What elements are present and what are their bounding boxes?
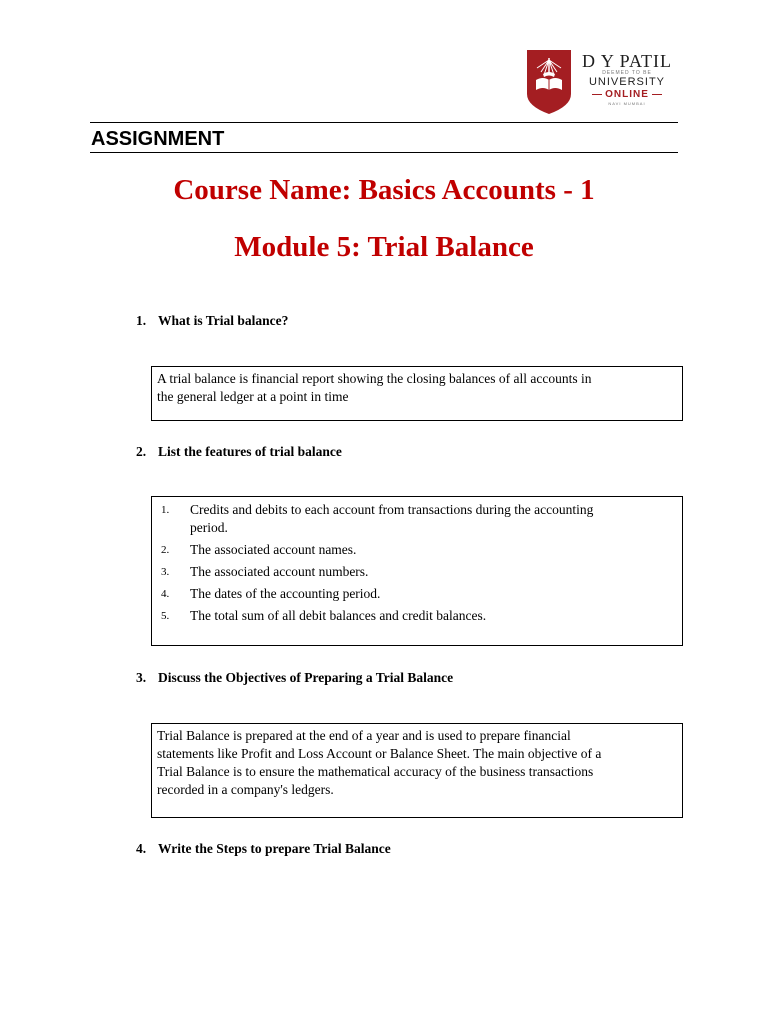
module-title: Module 5: Trial Balance bbox=[234, 231, 534, 263]
list-item bbox=[157, 585, 677, 603]
features-list bbox=[157, 501, 677, 625]
question-number: 2. bbox=[136, 444, 147, 459]
question-1 bbox=[136, 312, 288, 330]
list-item-text: The dates of the accounting period. bbox=[190, 586, 381, 601]
list-item bbox=[157, 607, 677, 625]
logo-university: UNIVERSITY bbox=[588, 76, 665, 88]
question-text: Write the Steps to prepare Trial Balance bbox=[158, 841, 391, 856]
list-item-text: Credits and debits to each account from transactions during the accounting bbox=[190, 502, 594, 517]
list-item bbox=[157, 563, 677, 581]
list-item-number: 4. bbox=[161, 588, 170, 600]
answer-line: Trial Balance is to ensure the mathematical accuracy of the business transactions bbox=[157, 764, 594, 779]
question-text: List the features of trial balance bbox=[158, 444, 342, 459]
question-number: 4. bbox=[136, 841, 147, 856]
list-item-number: 5. bbox=[161, 610, 170, 622]
question-text: Discuss the Objectives of Preparing a Trial Balance bbox=[158, 670, 454, 685]
list-item-text: period. bbox=[190, 520, 228, 535]
answer-box-2 bbox=[151, 496, 683, 646]
list-item-text: The total sum of all debit balances and credit balances. bbox=[190, 608, 487, 623]
answer-line: recorded in a company's ledgers. bbox=[157, 782, 334, 797]
question-2 bbox=[136, 443, 342, 461]
answer-line: statements like Profit and Loss Account or Balance Sheet. The main objective of a bbox=[157, 746, 602, 761]
answer-line: A trial balance is financial report showing the closing balances of all accounts in bbox=[157, 371, 592, 386]
logo-motto: DEEMED TO BE bbox=[602, 70, 652, 76]
shield-book-icon bbox=[527, 50, 571, 114]
list-item-text: The associated account numbers. bbox=[190, 564, 369, 579]
logo-location: NAVI MUMBAI bbox=[608, 101, 646, 106]
question-3 bbox=[136, 669, 453, 687]
logo-divider bbox=[592, 94, 602, 95]
answer-box-3 bbox=[151, 723, 683, 818]
question-text: What is Trial balance? bbox=[158, 313, 289, 328]
logo-name: D Y PATIL bbox=[581, 51, 672, 71]
logo-online: ONLINE bbox=[605, 89, 649, 100]
header-rule-top bbox=[90, 122, 678, 123]
question-number: 1. bbox=[136, 313, 147, 328]
answer-line: the general ledger at a point in time bbox=[157, 389, 349, 404]
question-4 bbox=[136, 840, 391, 858]
logo-wordmark bbox=[577, 52, 677, 107]
list-item-number: 2. bbox=[161, 544, 170, 556]
university-logo bbox=[527, 50, 677, 116]
course-title: Course Name: Basics Accounts - 1 bbox=[173, 174, 595, 206]
header-rule-bottom bbox=[90, 152, 678, 153]
list-item bbox=[157, 501, 677, 537]
list-item-text: The associated account names. bbox=[190, 542, 357, 557]
list-item bbox=[157, 541, 677, 559]
logo-online-row bbox=[577, 88, 677, 101]
assignment-heading: ASSIGNMENT bbox=[91, 128, 225, 150]
list-item-number: 3. bbox=[161, 566, 170, 578]
answer-line: Trial Balance is prepared at the end of a year and is used to prepare financial bbox=[157, 728, 571, 743]
answer-box-1 bbox=[151, 366, 683, 421]
question-number: 3. bbox=[136, 670, 147, 685]
logo-divider bbox=[652, 94, 662, 95]
list-item-number: 1. bbox=[161, 504, 170, 516]
